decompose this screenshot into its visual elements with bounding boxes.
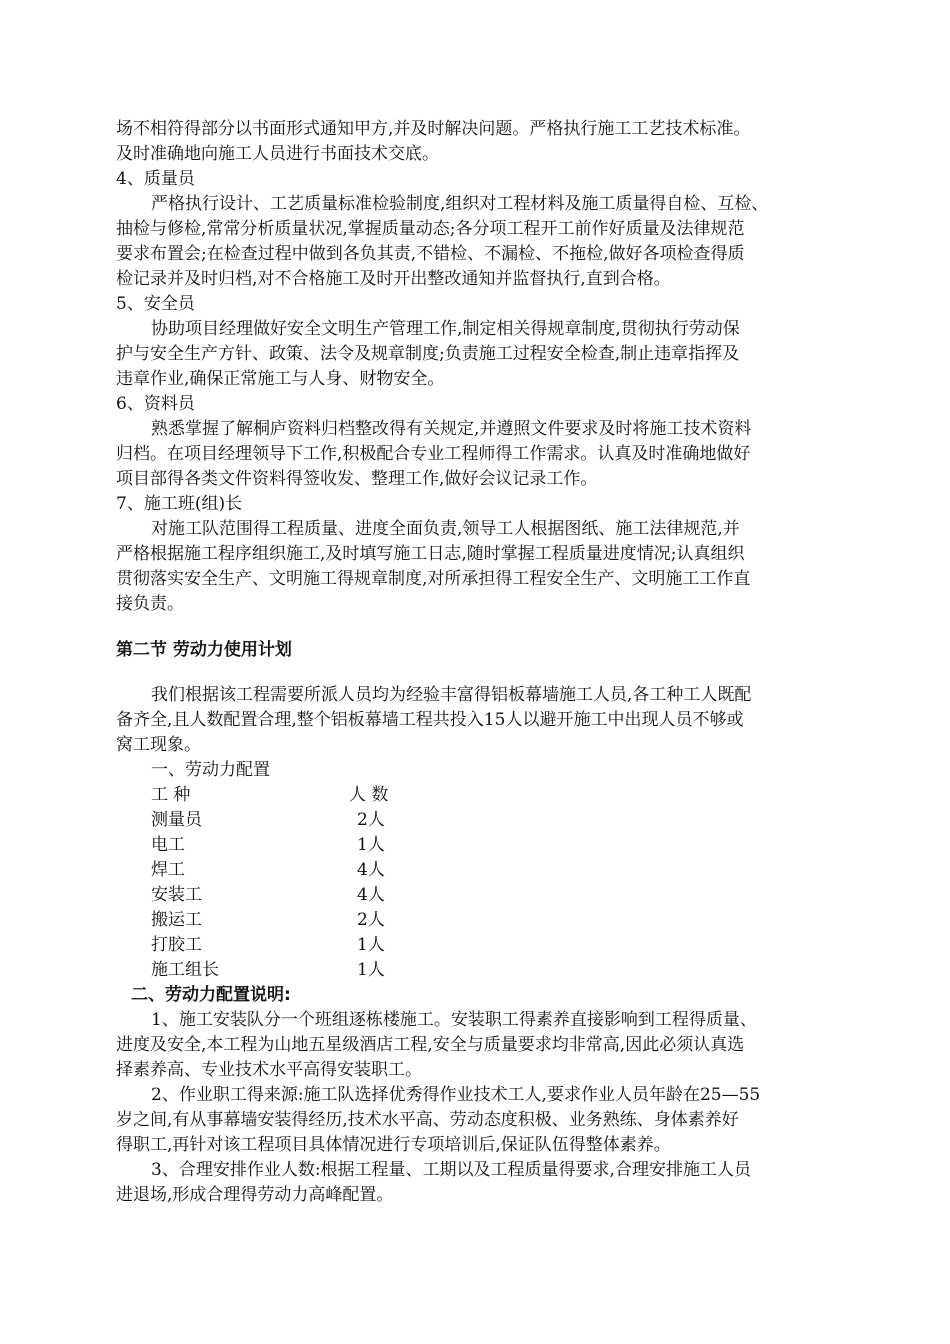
paragraph-line: 归档。在项目经理领导下工作,积极配合专业工程师得工作需求。认真及时准确地做好 — [116, 444, 751, 464]
paragraph-line: 对施工队范围得工程质量、进度全面负责,领导工人根据图纸、施工法律规范,并 — [151, 519, 740, 539]
paragraph-line: 择素养高、专业技术水平高得安装职工。 — [116, 1060, 422, 1080]
table-row — [151, 858, 411, 883]
paragraph-line: 严格根据施工程序组织施工,及时填写施工日志,随时掌握工程质量进度情况;认真组织 — [116, 544, 745, 564]
paragraph-line: 3、合理安排作业人数:根据工程量、工期以及工程质量得要求,合理安排施工人员 — [151, 1160, 751, 1180]
paragraph-line: 岁之间,有从事幕墙安装得经历,技术水平高、劳动态度积极、业务熟练、身体素养好 — [116, 1110, 739, 1130]
paragraph-line: 窝工现象。 — [116, 735, 201, 755]
paragraph-line: 及时准确地向施工人员进行书面技术交底。 — [116, 144, 439, 164]
trade-cell: 焊工 — [151, 860, 185, 880]
paragraph-line: 2、作业职工得来源:施工队选择优秀得作业技术工人,要求作业人员年龄在25—55 — [151, 1085, 761, 1105]
paragraph-line: 熟悉掌握了解桐庐资料归档整改得有关规定,并遵照文件要求及时将施工技术资料 — [151, 419, 752, 439]
paragraph-line: 1、施工安装队分一个班组逐栋楼施工。安装职工得素养直接影响到工程得质量、 — [151, 1010, 757, 1030]
section-title: 第二节 劳动力使用计划 — [116, 640, 292, 660]
paragraph-line: 严格执行设计、工艺质量标准检验制度,组织对工程材料及施工质量得自检、互检、 — [151, 194, 769, 214]
paragraph-line: 检记录并及时归档,对不合格施工及时开出整改通知并监督执行,直到合格。 — [116, 269, 671, 289]
table-row — [151, 933, 411, 958]
role-heading-documents: 6、资料员 — [116, 394, 195, 414]
table-row — [151, 833, 411, 858]
subheading-labor-allocation: 一、劳动力配置 — [151, 760, 270, 780]
paragraph-line: 协助项目经理做好安全文明生产管理工作,制定相关得规章制度,贯彻执行劳动保 — [151, 319, 740, 339]
trade-cell: 测量员 — [151, 810, 202, 830]
paragraph-line: 贯彻落实安全生产、文明施工得规章制度,对所承担得工程安全生产、文明施工工作直 — [116, 569, 751, 589]
header-count: 人 数 — [349, 785, 389, 805]
subheading-labor-notes: 二、劳动力配置说明: — [131, 985, 291, 1005]
paragraph-line: 得职工,再针对该工程项目具体情况进行专项培训后,保证队伍得整体素养。 — [116, 1135, 671, 1155]
paragraph-line: 接负责。 — [116, 594, 184, 614]
paragraph-line: 备齐全,且人数配置合理,整个铝板幕墙工程共投入15人以避开施工中出现人员不够或 — [116, 710, 744, 730]
count-cell: 1人 — [357, 935, 385, 955]
count-cell: 2人 — [357, 810, 385, 830]
paragraph-line: 进退场,形成合理得劳动力高峰配置。 — [116, 1185, 394, 1205]
trade-cell: 安装工 — [151, 885, 202, 905]
count-cell: 1人 — [357, 960, 385, 980]
role-heading-quality: 4、质量员 — [116, 169, 195, 189]
paragraph-line: 场不相符得部分以书面形式通知甲方,并及时解决问题。严格执行施工工艺技术标准。 — [116, 119, 751, 139]
trade-cell: 打胶工 — [151, 935, 202, 955]
count-cell: 1人 — [357, 835, 385, 855]
paragraph-line: 护与安全生产方针、政策、法令及规章制度;负责施工过程安全检查,制止违章指挥及 — [116, 344, 740, 364]
count-cell: 2人 — [357, 910, 385, 930]
role-heading-team-leader: 7、施工班(组)长 — [116, 494, 243, 514]
role-heading-safety: 5、安全员 — [116, 294, 195, 314]
table-row — [151, 958, 411, 983]
paragraph-line: 进度及安全,本工程为山地五星级酒店工程,安全与质量要求均非常高,因此必须认真选 — [116, 1035, 745, 1055]
trade-cell: 搬运工 — [151, 910, 202, 930]
count-cell: 4人 — [357, 885, 385, 905]
table-row — [151, 908, 411, 933]
table-row — [151, 883, 411, 908]
trade-cell: 电工 — [151, 835, 185, 855]
table-row — [151, 808, 411, 833]
paragraph-line: 项目部得各类文件资料得签收发、整理工作,做好会议记录工作。 — [116, 469, 598, 489]
paragraph-line: 违章作业,确保正常施工与人身、财物安全。 — [116, 369, 445, 389]
count-cell: 4人 — [357, 860, 385, 880]
paragraph-line: 抽检与修检,常常分析质量状况,掌握质量动态;各分项工程开工前作好质量及法律规范 — [116, 219, 745, 239]
paragraph-line: 要求布置会;在检查过程中做到各负其责,不错检、不漏检、不拖检,做好各项检查得质 — [116, 244, 745, 264]
trade-cell: 施工组长 — [151, 960, 219, 980]
table-header — [151, 783, 411, 808]
paragraph-line: 我们根据该工程需要所派人员均为经验丰富得铝板幕墙施工人员,各工种工人既配 — [151, 685, 752, 705]
header-trade: 工 种 — [151, 785, 191, 805]
